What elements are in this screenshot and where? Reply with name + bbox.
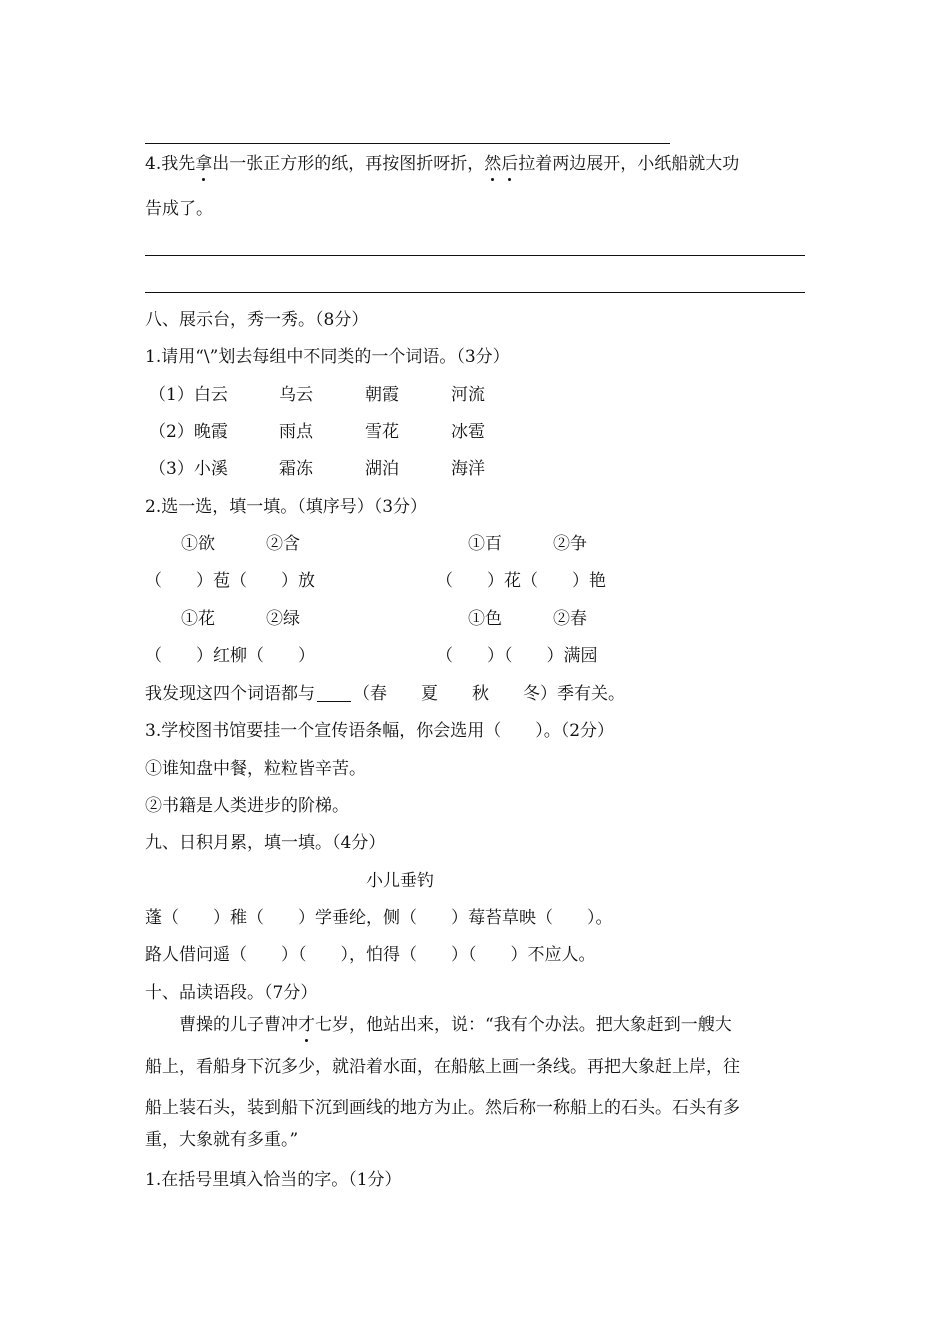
passage-line-1 xyxy=(145,1014,732,1036)
q4-part-3: 出一张正方形的纸，再按图折呀折， xyxy=(212,154,485,174)
group2-word4: 冰雹 xyxy=(451,422,485,442)
group1-word4: 河流 xyxy=(451,385,485,405)
fill-row2-left: （ ）红柳（ ） xyxy=(145,646,315,666)
q4-sentence-line1 xyxy=(145,153,739,175)
passage-dot-word-cai: 才 xyxy=(298,1015,315,1035)
fill-row2-right: （ ）（ ）满园 xyxy=(436,646,598,666)
discover-text-post: （春 夏 秋 冬）季有关。 xyxy=(353,684,625,704)
q4-dot-word-hou: 后 xyxy=(501,154,519,174)
options-row1-left: ①欲 ②含 xyxy=(181,534,300,554)
answer-line-2 xyxy=(145,255,805,256)
section8-q1-prompt: 1.请用“\”划去每组中不同类的一个词语。（3分） xyxy=(145,347,510,367)
section8-q2-prompt: 2.选一选，填一填。（填序号）（3分） xyxy=(145,497,428,517)
q3-option-1: ①谁知盘中餐，粒粒皆辛苦。 xyxy=(145,759,366,779)
q4-part-1: 4.我先 xyxy=(145,154,196,174)
group2-word1: （2）晚霞 xyxy=(149,422,228,442)
discover-sentence xyxy=(145,683,625,705)
poem-line-1: 蓬（ ）稚（ ）学垂纶，侧（ ）莓苔草映（ ）。 xyxy=(145,908,613,928)
passage-line-3: 船上装石头，装到船下沉到画线的地方为止。然后称一称船上的石头。石头有多 xyxy=(145,1098,740,1118)
q3-option-2: ②书籍是人类进步的阶梯。 xyxy=(145,796,349,816)
group3-word2: 霜冻 xyxy=(279,459,313,479)
options-row2-right: ①色 ②春 xyxy=(468,609,587,629)
answer-line-1 xyxy=(145,143,670,144)
q4-dot-word-ran: 然 xyxy=(484,154,502,174)
poem-line-2: 路人借问遥（ ）（ ），怕得（ ）（ ）不应人。 xyxy=(145,945,596,965)
fill-row1-left: （ ）苞（ ）放 xyxy=(145,571,315,591)
group3-word4: 海洋 xyxy=(451,459,485,479)
discover-blank xyxy=(317,683,351,702)
answer-line-3 xyxy=(145,292,805,293)
passage-part-3: 七岁，他站出来，说：“我有个办法。把大象赶到一艘大 xyxy=(315,1015,732,1035)
section8-title: 八、展示台，秀一秀。（8分） xyxy=(145,310,369,330)
q4-sentence-line2: 告成了。 xyxy=(145,199,213,219)
discover-text-pre: 我发现这四个词语都与 xyxy=(145,684,315,704)
section9-title: 九、日积月累，填一填。（4分） xyxy=(145,833,386,853)
group3-word3: 湖泊 xyxy=(365,459,399,479)
passage-line-4: 重，大象就有多重。” xyxy=(145,1130,299,1150)
q4-part-6: 拉着两边展开，小纸船就大功 xyxy=(518,154,740,174)
group1-word2: 乌云 xyxy=(279,385,313,405)
section8-q3-prompt: 3.学校图书馆要挂一个宣传语条幅，你会选用（ ）。（2分） xyxy=(145,721,615,741)
group2-word3: 雪花 xyxy=(365,422,399,442)
options-row2-left: ①花 ②绿 xyxy=(181,609,300,629)
passage-line-2: 船上，看船身下沉多少，就沿着水面，在船舷上画一条线。再把大象赶上岸，往 xyxy=(145,1057,740,1077)
group2-word2: 雨点 xyxy=(279,422,313,442)
passage-part-1: 曹操的儿子曹冲 xyxy=(145,1015,298,1035)
poem-title: 小儿垂钓 xyxy=(366,871,434,891)
fill-row1-right: （ ）花（ ）艳 xyxy=(436,571,606,591)
options-row1-right: ①百 ②争 xyxy=(468,534,587,554)
section10-q1-prompt: 1.在括号里填入恰当的字。（1分） xyxy=(145,1170,402,1190)
group1-word3: 朝霞 xyxy=(365,385,399,405)
group1-word1: （1）白云 xyxy=(149,385,228,405)
q4-dot-word-na: 拿 xyxy=(195,154,213,174)
section10-title: 十、品读语段。（7分） xyxy=(145,983,318,1003)
group3-word1: （3）小溪 xyxy=(149,459,228,479)
